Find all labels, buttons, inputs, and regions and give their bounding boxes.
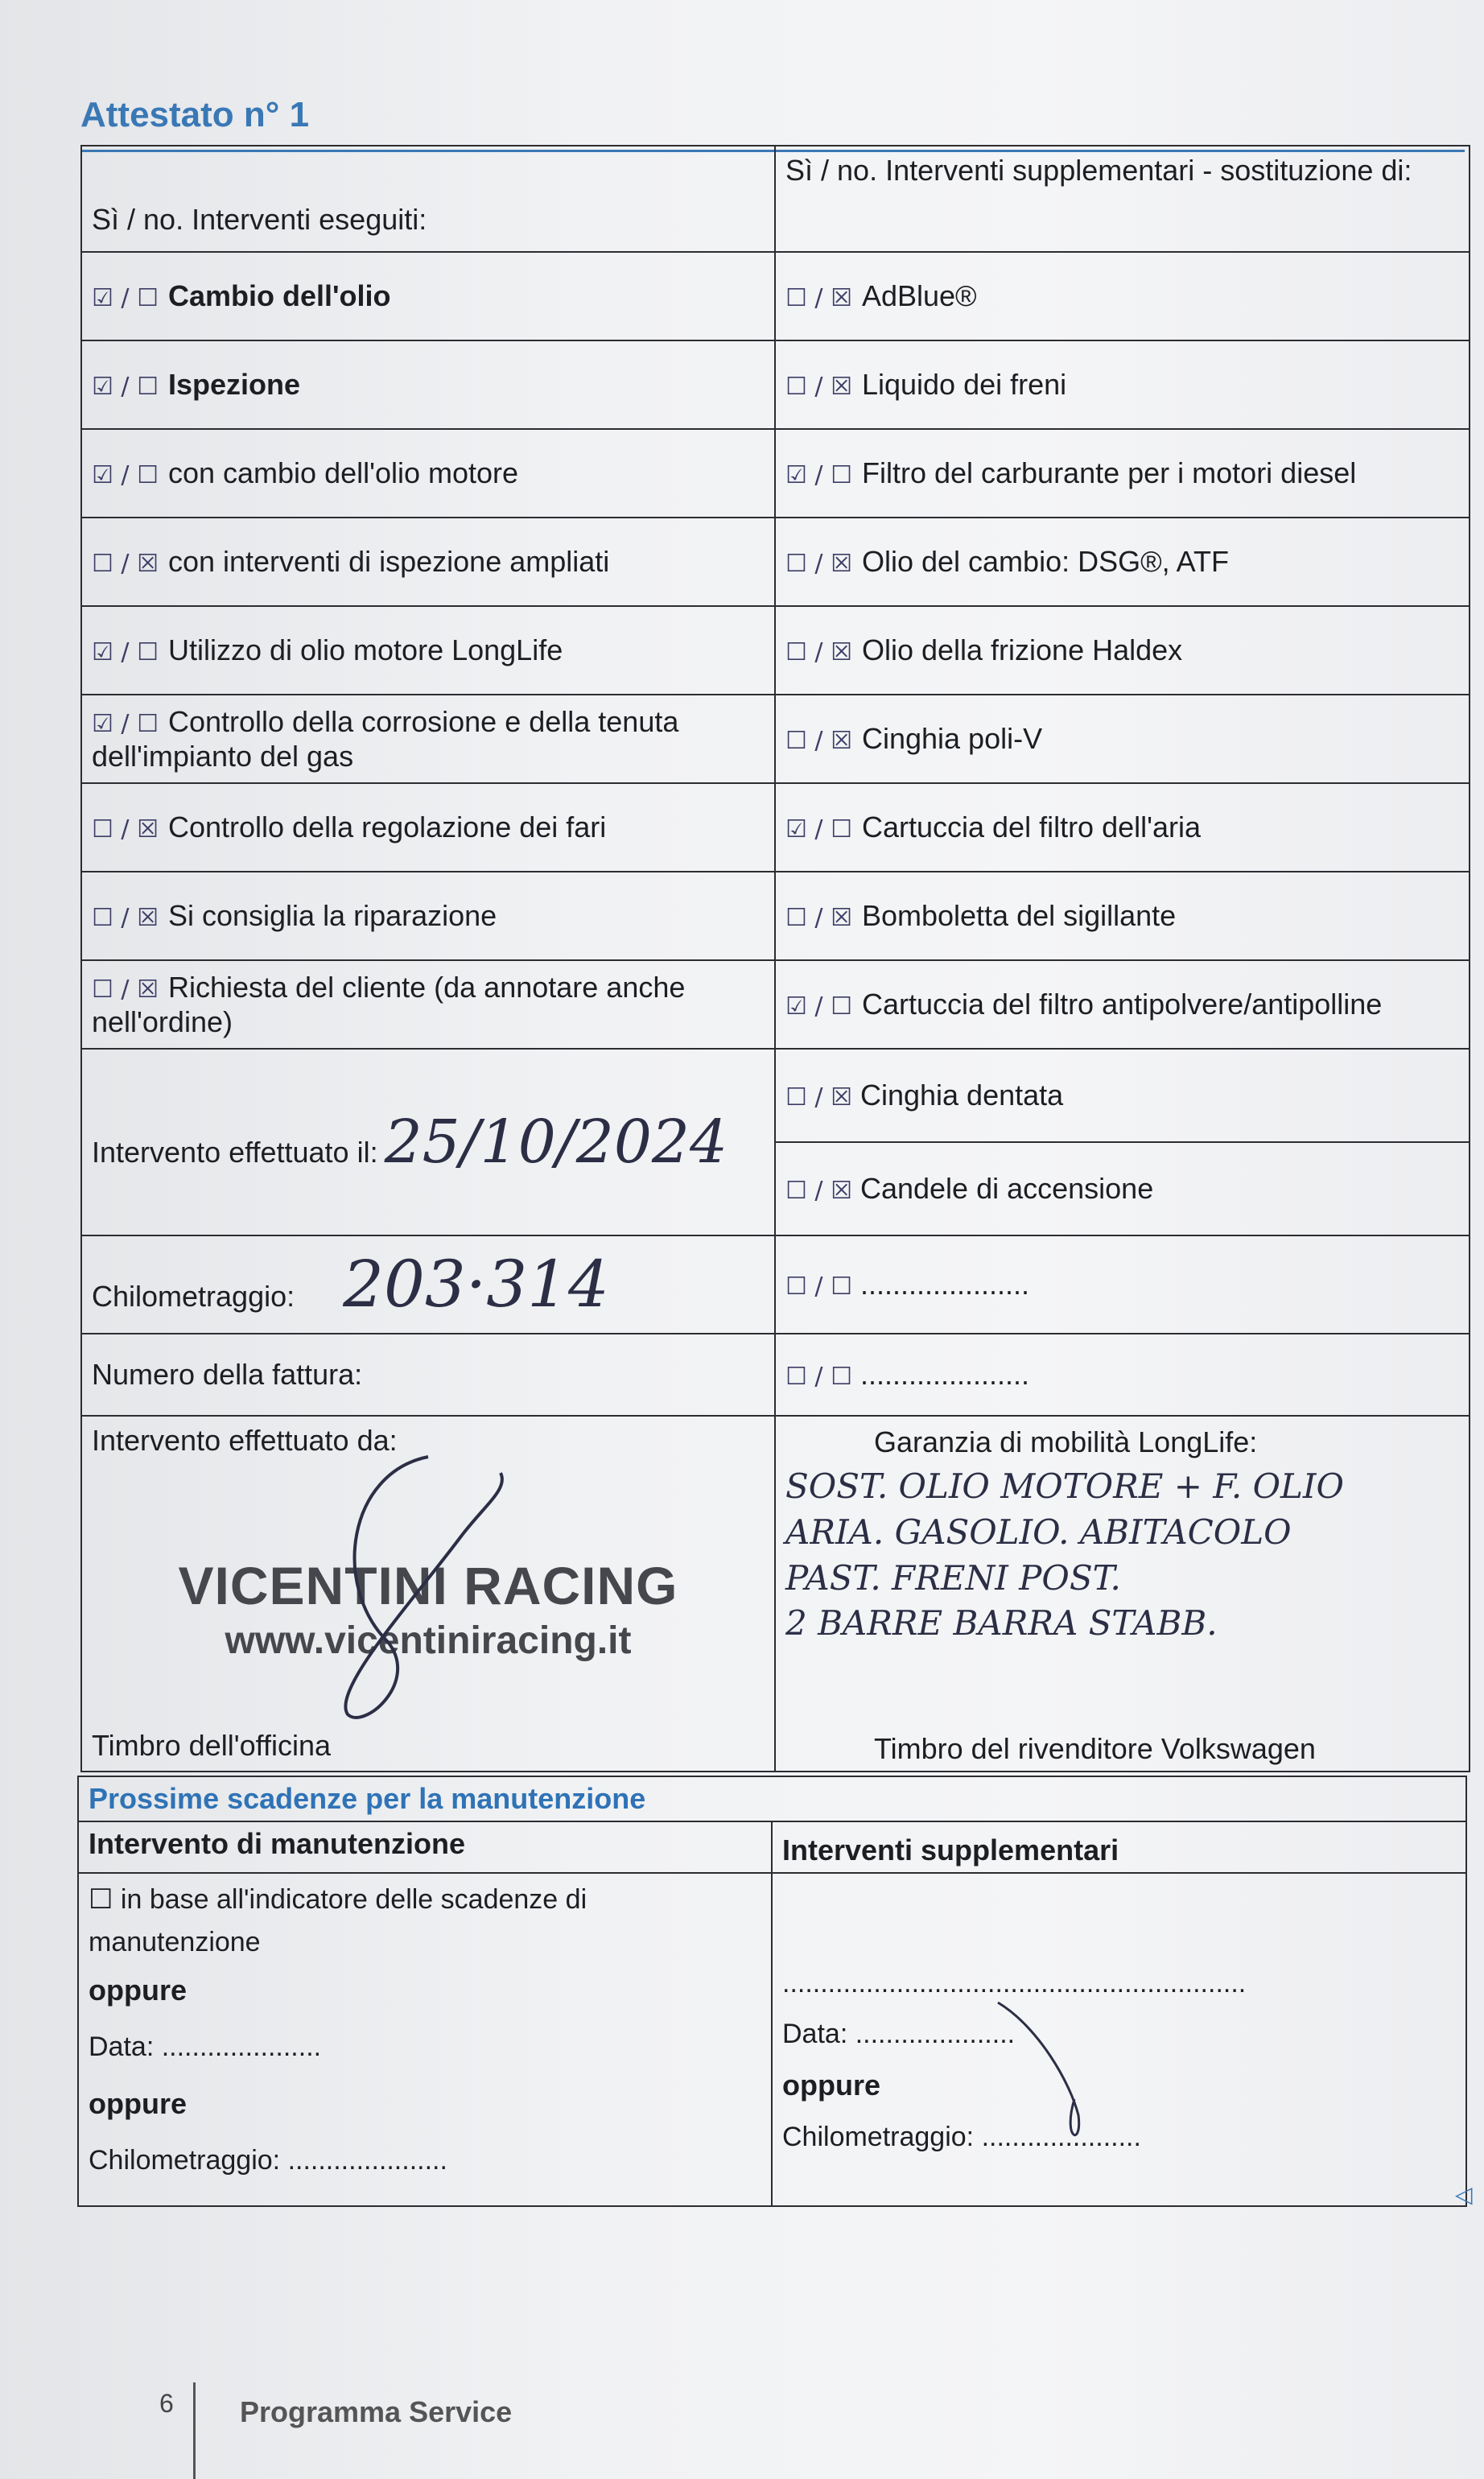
performed-label: Controllo della corrosione e della tenuta dell'impianto del gas xyxy=(92,704,679,773)
checkbox-pair-icon: ☐ / ☒ xyxy=(92,975,159,1004)
performed-item xyxy=(81,872,775,960)
or-label: oppure xyxy=(89,2086,187,2120)
workshop-stamp-url: www.vicentiniracing.it xyxy=(225,1619,632,1663)
supplementary-cell xyxy=(772,1873,1466,2206)
or-label: oppure xyxy=(782,2069,880,2102)
checklist-row xyxy=(81,340,1470,429)
next-maintenance-title: Prossime scadenze per la manutenzione xyxy=(78,1776,1466,1821)
certificate-title: Attestato n° 1 xyxy=(80,95,310,134)
performed-item xyxy=(81,252,775,340)
supplementary-label: Filtro del carburante per i motori diesel xyxy=(861,456,1357,490)
supplementary-col-header: Interventi supplementari xyxy=(772,1821,1466,1873)
mobility-label: Garanzia di mobilità LongLife: xyxy=(874,1425,1258,1458)
dealer-stamp-label: Timbro del rivenditore Volkswagen xyxy=(874,1731,1316,1765)
checklist-row xyxy=(81,695,1470,783)
extra-row xyxy=(775,1235,1470,1334)
performed-item xyxy=(81,783,775,872)
extra-row xyxy=(775,1334,1470,1416)
mobility-note: PAST. FRENI POST. xyxy=(785,1557,1121,1598)
extra-label: Cinghia dentata xyxy=(859,1079,1064,1112)
edge-triangle-icon: ◁ xyxy=(1455,2182,1473,2207)
supplementary-item xyxy=(775,252,1470,340)
workshop-cell xyxy=(81,1416,775,1772)
performed-item xyxy=(81,429,775,518)
checkbox-pair-icon: ☐ / ☒ xyxy=(92,550,159,579)
mobility-note: 2 BARRE BARRA STABB. xyxy=(785,1603,1218,1644)
performed-item xyxy=(81,695,775,783)
checkbox-pair-icon: ☑ / ☐ xyxy=(785,815,852,844)
performed-label: Cambio dell'olio xyxy=(167,279,391,313)
checklist-row xyxy=(81,518,1470,606)
supplementary-item xyxy=(775,783,1470,872)
performed-label: con interventi di ispezione ampliati xyxy=(167,545,610,579)
mileage-cell xyxy=(81,1235,775,1334)
indicator-option: ☐ in base all'indicatore delle scadenze di manutenzione xyxy=(89,1884,587,1957)
mobility-note: SOST. OLIO MOTORE + F. OLIO xyxy=(785,1466,1344,1507)
right-column-header: Sì / no. Interventi supplementari - sostituzione di: xyxy=(775,146,1470,252)
checkbox-pair-icon: ☐ / ☒ xyxy=(785,1177,852,1206)
checkbox-pair-icon: ☑ / ☐ xyxy=(92,373,159,402)
checkbox-pair-icon: ☑ / ☐ xyxy=(92,461,159,490)
supplementary-label: Bomboletta del sigillante xyxy=(861,899,1177,933)
date-line: Data: ..................... xyxy=(89,2031,322,2063)
supplementary-item xyxy=(775,340,1470,429)
mileage-line: Chilometraggio: ..................... xyxy=(89,2144,447,2176)
checkbox-pair-icon: ☑ / ☐ xyxy=(785,461,852,490)
checklist-row xyxy=(81,960,1470,1049)
checklist-row xyxy=(81,606,1470,695)
supplementary-label: Cinghia poli-V xyxy=(861,722,1043,756)
maintenance-cell xyxy=(78,1873,772,2206)
supplementary-item xyxy=(775,606,1470,695)
extra-row xyxy=(775,1049,1470,1142)
performed-label: Si consiglia la riparazione xyxy=(167,899,497,933)
service-date-cell xyxy=(81,1049,775,1235)
mileage-value: 203·314 xyxy=(343,1247,609,1322)
left-column-header: Sì / no. Interventi eseguiti: xyxy=(81,146,775,252)
extra-label: ..................... xyxy=(859,1268,1030,1301)
service-date-label: Intervento effettuato il: xyxy=(92,1135,378,1169)
supplementary-label: Olio della frizione Haldex xyxy=(861,633,1183,667)
workshop-label: Intervento effettuato da: xyxy=(92,1424,398,1457)
footer-divider xyxy=(193,2382,196,2479)
supplementary-item xyxy=(775,518,1470,606)
checkbox-pair-icon: ☐ / ☒ xyxy=(785,638,852,667)
checkbox-pair-icon: ☐ / ☒ xyxy=(785,550,852,579)
checkbox-pair-icon: ☐ / ☒ xyxy=(92,815,159,844)
supplementary-label: Liquido dei freni xyxy=(861,368,1067,402)
date-line: Data: ..................... xyxy=(782,2018,1016,2049)
extra-row xyxy=(775,1142,1470,1235)
checkbox-pair-icon: ☐ / ☒ xyxy=(785,373,852,402)
extra-label: ..................... xyxy=(859,1358,1030,1392)
performed-item xyxy=(81,518,775,606)
service-date-value: 25/10/2024 xyxy=(384,1107,728,1177)
checkbox-pair-icon: ☑ / ☐ xyxy=(92,638,159,667)
maintenance-col-header: Intervento di manutenzione xyxy=(78,1821,772,1873)
supplementary-label: Olio del cambio: DSG®, ATF xyxy=(861,545,1229,579)
supplementary-label: Cartuccia del filtro dell'aria xyxy=(861,811,1202,844)
or-label: oppure xyxy=(89,1974,187,2007)
performed-label: con cambio dell'olio motore xyxy=(167,456,519,490)
pen-stroke xyxy=(990,1994,1119,2155)
checklist-row xyxy=(81,783,1470,872)
signature-scribble xyxy=(299,1441,541,1747)
checkbox-pair-icon: ☐ / ☒ xyxy=(785,284,852,313)
footer-title: Programma Service xyxy=(240,2395,513,2428)
checklist-row xyxy=(81,429,1470,518)
performed-label: Ispezione xyxy=(167,368,301,402)
service-table xyxy=(80,145,1470,1772)
mileage-label: Chilometraggio: xyxy=(92,1280,295,1313)
service-rows xyxy=(81,252,1470,1049)
performed-item xyxy=(81,606,775,695)
checkbox-pair-icon: ☑ / ☐ xyxy=(92,709,159,738)
page-number: 6 xyxy=(159,2389,174,2418)
performed-item xyxy=(81,340,775,429)
checkbox-pair-icon: ☐ / ☐ xyxy=(785,1363,852,1392)
checkbox-pair-icon: ☐ / ☒ xyxy=(785,904,852,933)
workshop-stamp-name: VICENTINI RACING xyxy=(178,1556,678,1616)
mileage-line: Chilometraggio: ..................... xyxy=(782,2122,1141,2153)
checkbox-pair-icon: ☐ / ☐ xyxy=(785,1272,852,1301)
checklist-row xyxy=(81,872,1470,960)
extra-label: Candele di accensione xyxy=(859,1172,1154,1206)
invoice-label: Numero della fattura: xyxy=(92,1358,363,1392)
supplementary-item xyxy=(775,872,1470,960)
checkbox-pair-icon: ☐ / ☒ xyxy=(92,904,159,933)
performed-label: Controllo della regolazione dei fari xyxy=(167,811,607,844)
checkbox-pair-icon: ☐ / ☒ xyxy=(785,727,852,756)
workshop-stamp-label: Timbro dell'officina xyxy=(92,1728,331,1762)
checkbox-pair-icon: ☐ / ☒ xyxy=(785,1083,852,1112)
invoice-cell xyxy=(81,1334,775,1416)
checkbox-pair-icon: ☑ / ☐ xyxy=(785,992,852,1021)
performed-label: Richiesta del cliente (da annotare anche nell'ordine) xyxy=(92,970,686,1038)
checklist-row xyxy=(81,252,1470,340)
mobility-cell xyxy=(775,1416,1470,1772)
mobility-note: ARIA. GASOLIO. ABITACOLO xyxy=(785,1512,1292,1552)
dotted-line: ............................................................. xyxy=(782,1968,1247,1998)
supplementary-item xyxy=(775,429,1470,518)
next-maintenance-table xyxy=(77,1776,1467,2207)
supplementary-label: Cartuccia del filtro antipolvere/antipolline xyxy=(861,988,1383,1021)
performed-item xyxy=(81,960,775,1049)
checkbox-pair-icon: ☑ / ☐ xyxy=(92,284,159,313)
supplementary-item xyxy=(775,960,1470,1049)
supplementary-item xyxy=(775,695,1470,783)
performed-label: Utilizzo di olio motore LongLife xyxy=(167,633,563,667)
supplementary-label: AdBlue® xyxy=(861,279,977,313)
